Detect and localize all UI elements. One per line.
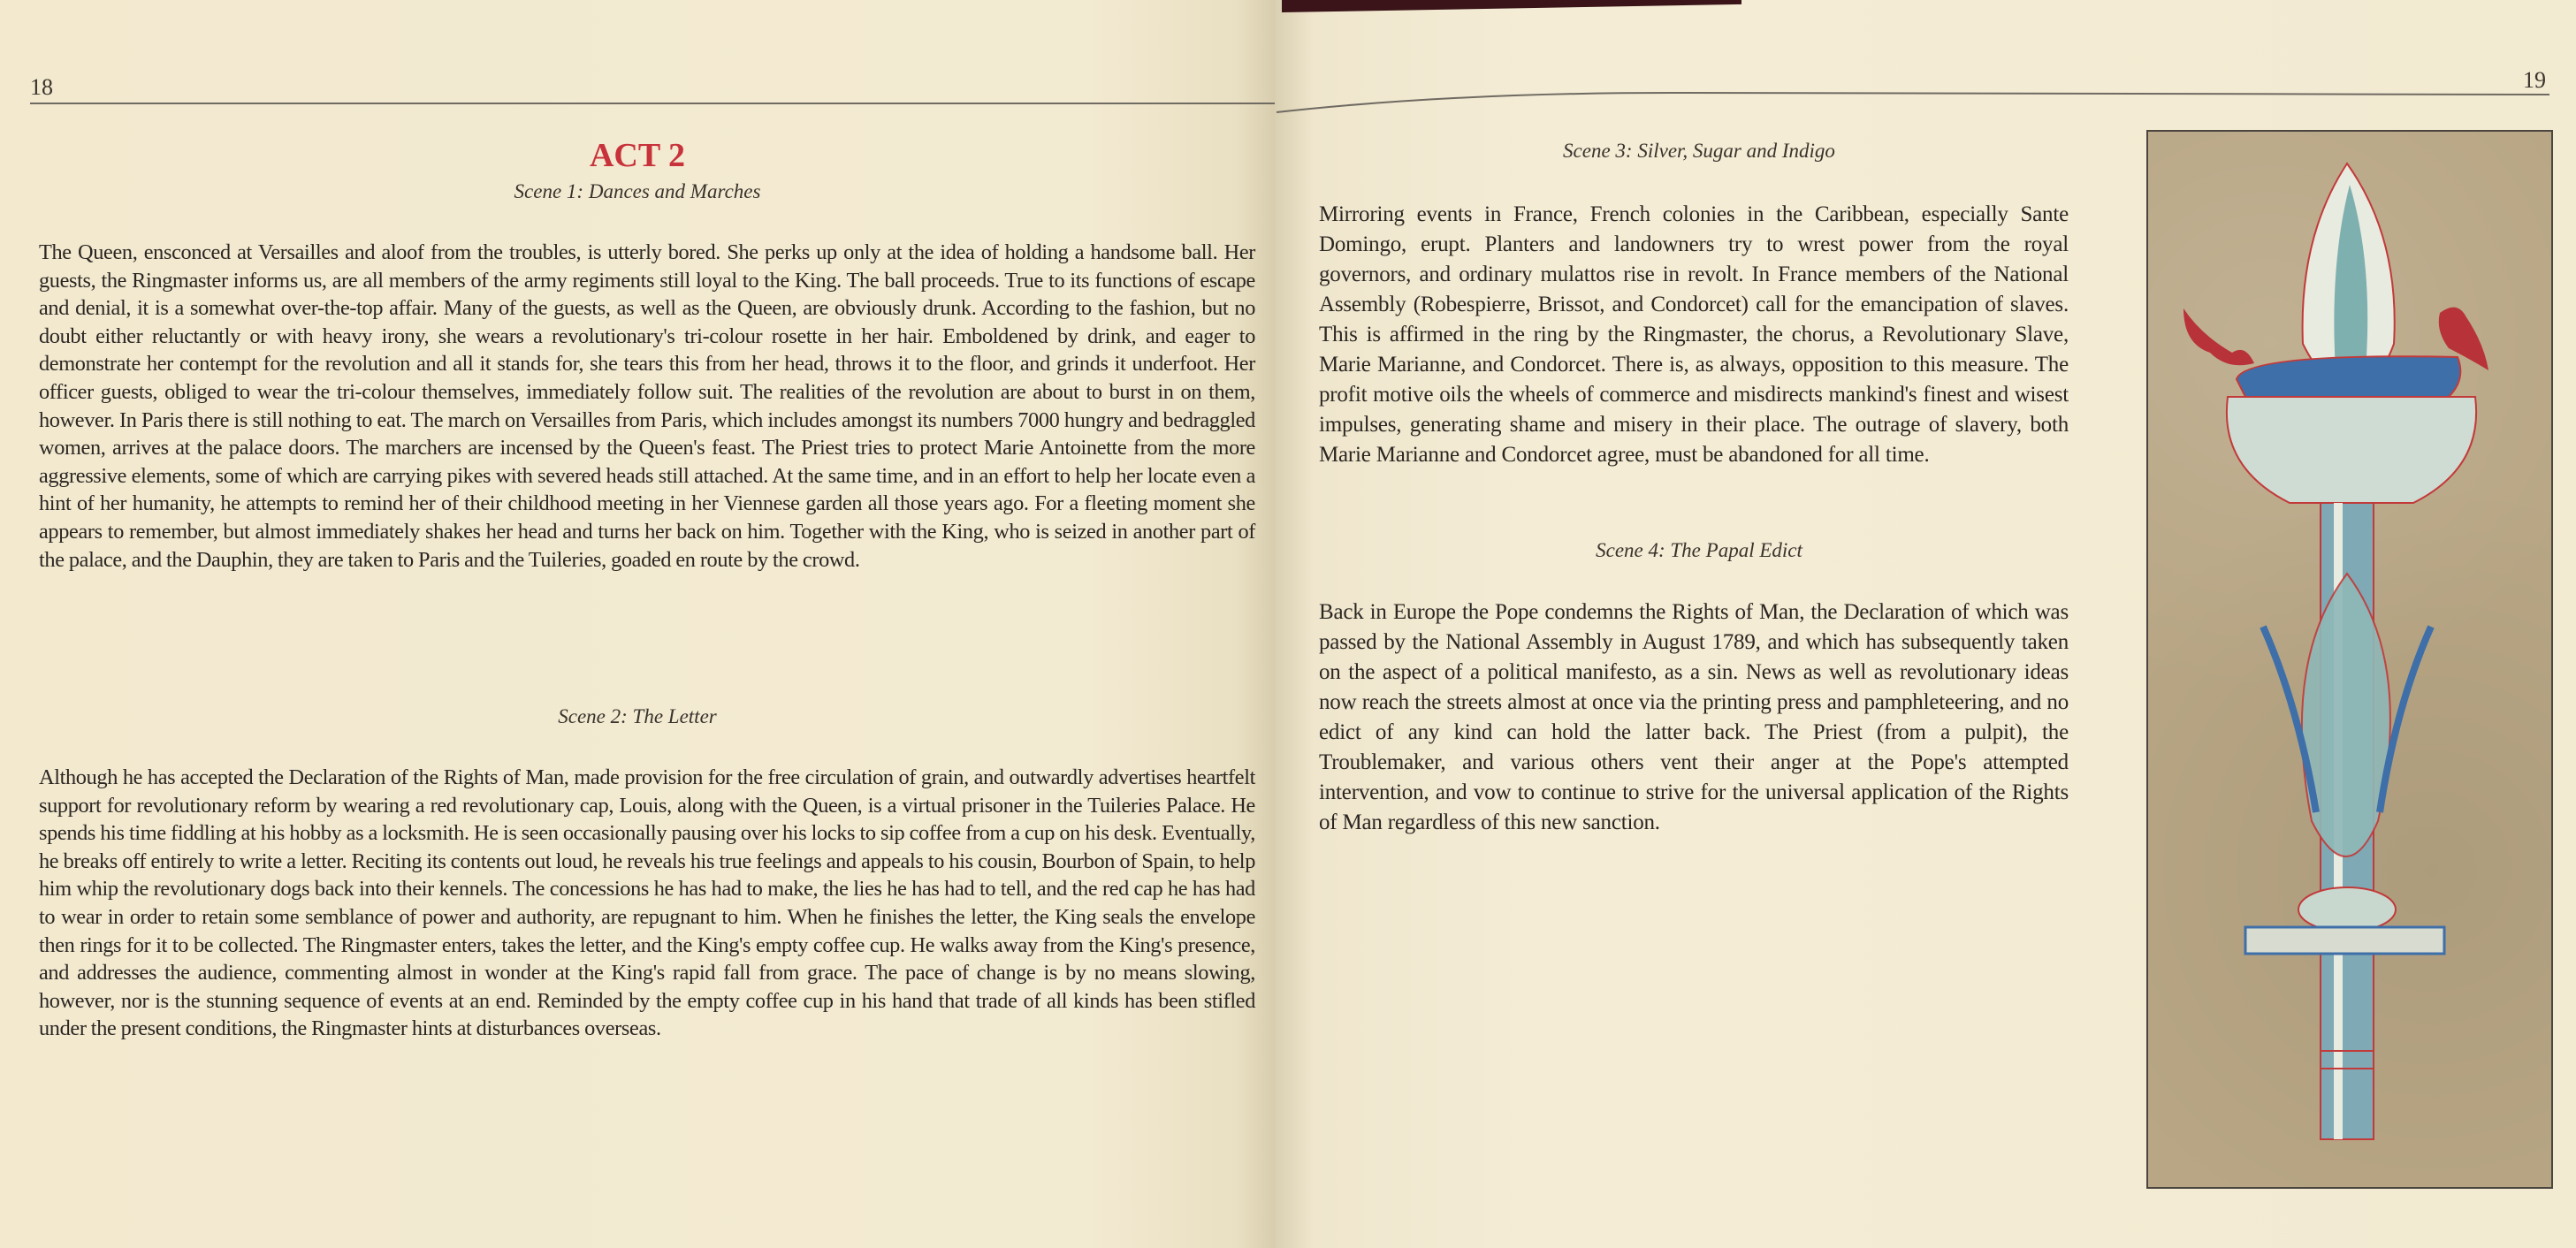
page-number-right: 19 bbox=[2523, 67, 2546, 93]
scene-1-text: The Queen, ensconced at Versailles and aloof from the troubles, is utterly bored. She perks up only at the idea of holding a handsome ball. Her guests, the Ringmaster informs us, are all members of the army regiments still loyal to the King. The ball proceeds. True to its functions of escape and denial, it is a somewhat over-the-top affair. Many of the guests, as well as the Queen, are obviously drunk. According to the fashion, but no doubt either reluctantly or with heavy irony, she wears a revolutionary's tri-colour rosette in her hair. Emboldened by drink, and eager to demonstrate her contempt for the revolution and all it stands for, she tears this from her head, throws it to the floor, and grinds it underfoot. Her officer guests, obliged to wear the tri-colour themselves, immediately follow suit. The realities of the revolution are about to burst in on them, however. In Paris there is still nothing to eat. The march on Versailles from Paris, which includes amongst its numbers 7000 hungry and bedraggled women, arrives at the palace doors. The marchers are incensed by the Queen's feast. The Priest tries to protect Marie Antoinette from the more aggressive elements, some of which are carrying pikes with severed heads still attached. At the same time, and in an effort to help her locate even a hint of her humanity, he attempts to remind her of their childhood meeting in her Viennese garden all those years ago. For a fleeting moment she appears to remember, but almost immediately shakes her head and turns her back on him. Together with the King, who is seized in another part of the palace, and the Dauphin, they are taken to Paris and the Tuileries, goaded en route by the crowd. bbox=[39, 240, 1255, 572]
torch-bowl bbox=[2227, 356, 2476, 503]
scene-4-text: Back in Europe the Pope condemns the Rights of Man, the Declaration of which was passed by the National Assembly in August 1789, and which has subsequently taken on the aspect of a political manifesto, as a sin. News as well as revolutionary ideas now reach the streets almost at once via the printing press and pamphleteering, and no edict of any kind can hold the latter back. The Priest (from a pulpit), the Troublemaker, and various others vent their anger at the Pope's attempted intervention, and vow to continue to strive for the universal application of the Rights of Man regardless of this new sanction. bbox=[1319, 600, 2069, 834]
scene-4-title: Scene 4: The Papal Edict bbox=[1596, 539, 1802, 561]
page-number-left: 18 bbox=[30, 74, 53, 100]
act-title: ACT 2 bbox=[589, 137, 686, 174]
header-rule bbox=[1275, 84, 2576, 119]
scene-3-title: Scene 3: Silver, Sugar and Indigo bbox=[1563, 140, 1835, 162]
scene-3-text: Mirroring events in France, French colonies in the Caribbean, especially Sante Domingo, erupt. Planters and landowners try to wrest power from the royal governors, and ordinary mulattos rise in revolt. In France members of the National Assembly (Robespierre, Brissot, and Condorcet) call for the emancipation of slaves. This is affirmed in the ring by the Ringmaster, the chorus, a Revolutionary Slave, Marie Marianne, and Condorcet. There is, as always, opposition to this measure. The profit motive oils the wheels of commerce and misdirects mankind's finest and wisest impulses, generating shame and misery in their place. The outrage of slavery, both Marie Marianne and Condorcet agree, must be abandoned for all time. bbox=[1319, 202, 2069, 467]
torch-flame bbox=[2303, 164, 2395, 388]
scene-2-title: Scene 2: The Letter bbox=[558, 705, 717, 727]
torch-shaft bbox=[2245, 503, 2444, 1139]
torch-illustration bbox=[2146, 130, 2553, 1189]
scene-1-title: Scene 1: Dances and Marches bbox=[514, 180, 761, 202]
scene-2-text: Although he has accepted the Declaration of the Rights of Man, made provision for the free circulation of grain, and outwardly advertises heartfelt support for revolutionary reform by wearing a red revolutionary cap, Louis, along with the Queen, is a virtual prisoner in the Tuileries Palace. He spends his time fiddling at his hobby as a locksmith. He is seen occasionally pausing over his locks to sip coffee from a cup on his desk. Eventually, he breaks off entirely to write a letter. Reciting its contents out loud, he reveals his true feelings and appeals to his cousin, Bourbon of Spain, to help him whip the revolutionary dogs back into their kennels. The concessions he has had to make, the lies he has had to tell, and the red cap he has had to wear in order to retain some semblance of power and authority, are repugnant to him. When he finishes the letter, the King seals the envelope then rings for it to be collected. The Ringmaster enters, takes the letter, and the King's empty coffee cup. He walks away from the King's presence, and addresses the audience, commenting almost in wonder at the King's rapid fall from grace. The pace of change is by no means slowing, however, nor is the stunning sequence of events at an end. Reminded by the empty coffee cup in his hand that trade of all kinds has been stifled under the present conditions, the Ringmaster hints at disturbances overseas. bbox=[39, 765, 1255, 1041]
header-rule bbox=[30, 103, 1275, 104]
left-page bbox=[0, 0, 1275, 1248]
